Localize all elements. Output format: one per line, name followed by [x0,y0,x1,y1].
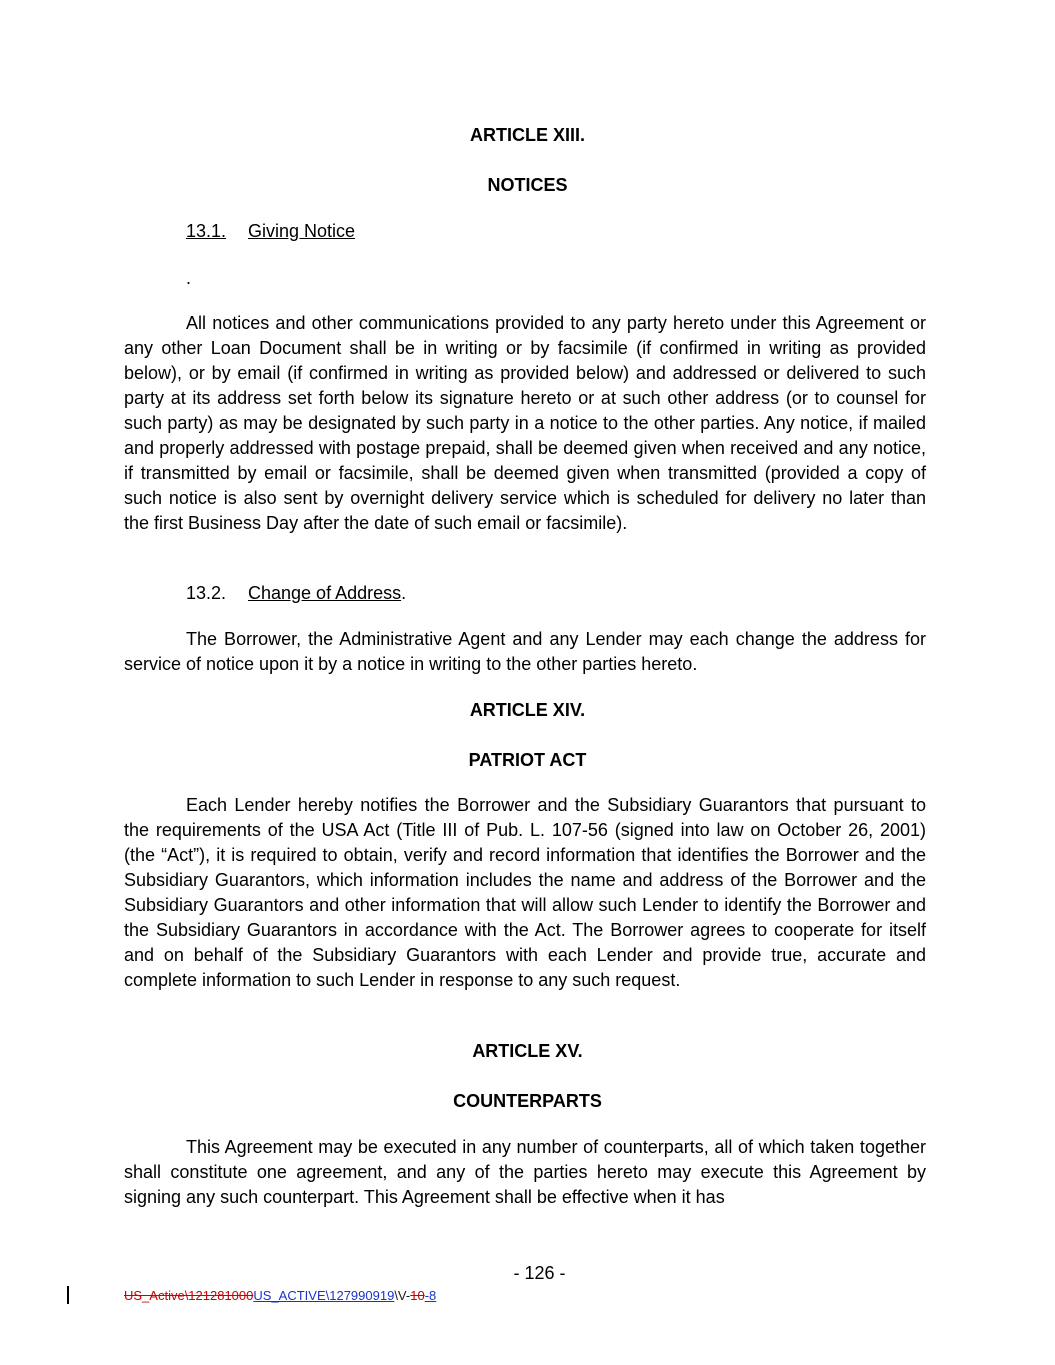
footer-deleted-id: US_Active\121281000 [124,1288,254,1303]
article-14-title: ARTICLE XIV. [469,700,586,720]
article-14-subtitle: PATRIOT ACT [468,750,587,770]
article-15-title: ARTICLE XV. [472,1041,583,1061]
stray-period: . [186,268,192,288]
article-13-title: ARTICLE XIII. [469,125,585,145]
footer-inserted-id: US_ACTIVE\127990919 [253,1288,395,1303]
article-15-body: This Agreement may be executed in any number of counterparts, all of which taken together shall constitute one agreement, and any of the parties hereto may execute this Agreement by signing any such counterpart. This Agreement shall be effective when it has [124,1137,926,1207]
section-13-2-body: The Borrower, the Administrative Agent and any Lender may each change the address for service of notice upon it by a notice in writing to the other parties hereto. [124,629,926,674]
section-13-1-number: 13.1. [186,221,227,241]
footer-version-separator: \V- [394,1288,411,1303]
section-13-2-heading [186,581,406,606]
footer-version-dash: - [424,1288,430,1303]
section-13-2-period: . [401,583,407,603]
footer-inserted-version: 8 [429,1288,437,1303]
page-number: - 126 - [513,1263,566,1283]
section-13-1-heading [186,219,355,244]
article-13-subtitle: NOTICES [487,175,568,195]
article-14-body: Each Lender hereby notifies the Borrower and the Subsidiary Guarantors that pursuant to the requirements of the USA Act (Title III of Pub. L. 107-56 (signed into law on October 26, 2001) (the “Act”), it is required to obtain, verify and record information that identifies the Borrower and the Subsidiary Guarantors, which information includes the name and address of the Borrower and the Subsidiary Guarantors and other information that will allow such Lender to identify the Borrower and the Subsidiary Guarantors in accordance with the Act. The Borrower agrees to cooperate for itself and on behalf of the Subsidiary Guarantors with each Lender and provide true, accurate and complete information to such Lender in response to any such request. [124,795,926,990]
section-13-2-number: 13.2. [186,583,227,603]
footer-deleted-version: 10 [410,1288,425,1303]
section-13-1-body: All notices and other communications provided to any party hereto under this Agreement or any other Loan Document shall be in writing or by facsimile (if confirmed in writing as provided below), or by email (if confirmed in writing as provided below) and addressed or delivered to such party at its address set forth below its signature hereto or at such other address (or to counsel for such party) as may be designated by such party in a notice to the other parties. Any notice, if mailed and properly addressed with postage prepaid, shall be deemed given when received and any notice, if transmitted by email or facsimile, shall be deemed given when transmitted (provided a copy of such notice is also sent by overnight delivery service which is scheduled for delivery no later than the first Business Day after the date of such email or facsimile). [124,313,926,533]
section-13-1-title: Giving Notice [248,221,356,241]
section-13-2-title: Change of Address [248,583,402,603]
article-15-subtitle: COUNTERPARTS [453,1091,602,1111]
change-bar [67,1286,69,1304]
document-footer-id [124,1288,436,1304]
